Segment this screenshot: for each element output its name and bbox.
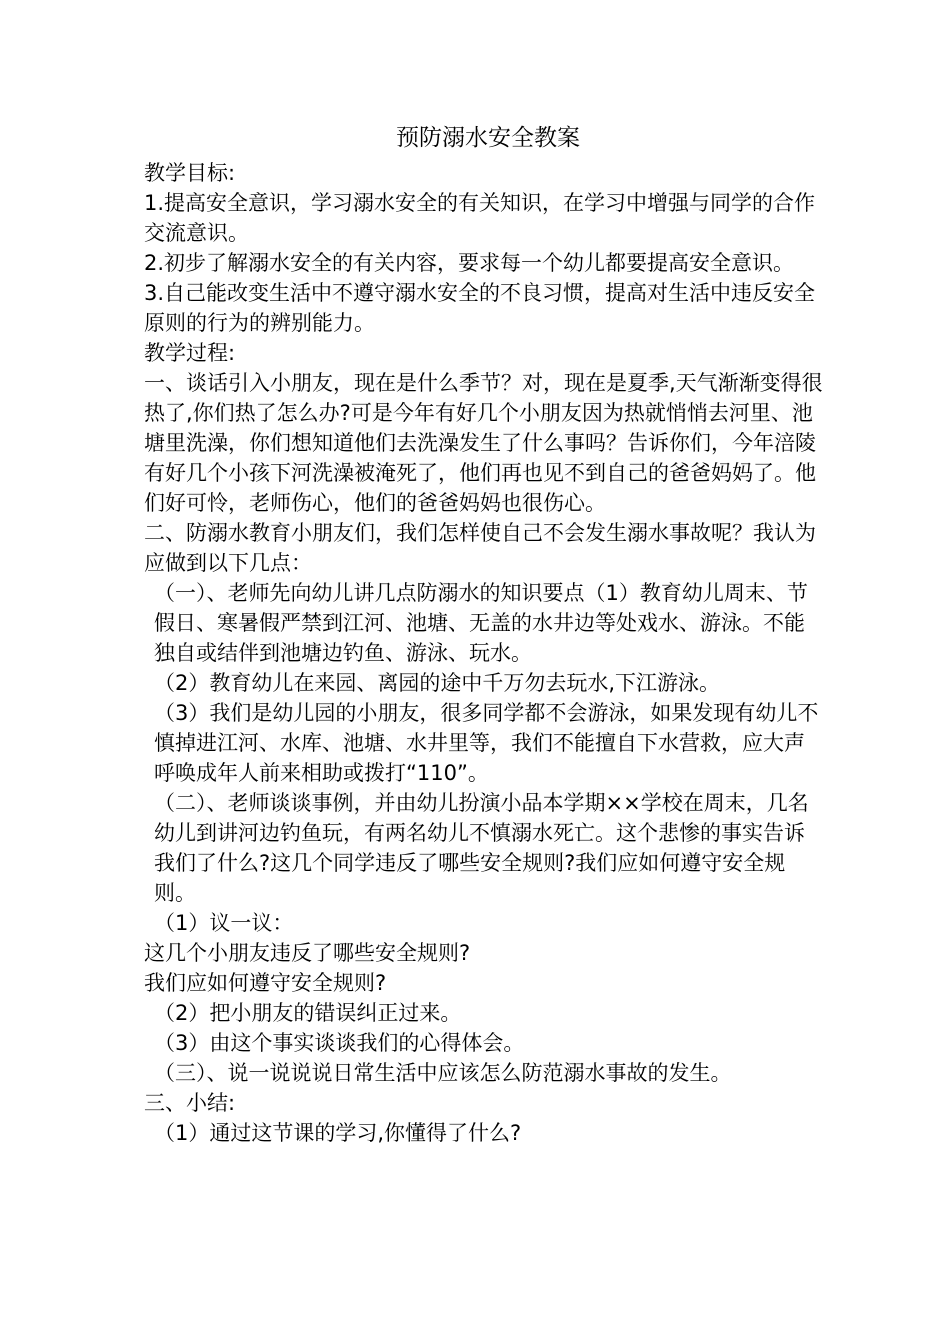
paragraph-objective-1: 1.提高安全意识，学习溺水安全的有关知识，在学习中增强与同学的合作交流意识。: [144, 191, 816, 245]
paragraph-point-3: （3）我们是幼儿园的小朋友，很多同学都不会游泳，如果发现有幼儿不慎掉进江河、水库、池塘、水井里等，我们不能擅自下水营救，应大声呼唤成年人前来相助或拨打“110”。: [154, 701, 819, 785]
paragraph-section-1: 一、谈话引入小朋友，现在是什么季节？对，现在是夏季,天气渐渐变得很热了,你们热了怎么办?可是今年有好几个小朋友因为热就悄悄去河里、池塘里洗澡，你们想知道他们去洗澡发生了什么事吗？告诉你们，今年涪陵有好几个小孩下河洗澡被淹死了，他们再也见不到自己的爸爸妈妈了。他们好可怜，老师伤心，他们的爸爸妈妈也很伤心。: [144, 371, 823, 515]
paragraph-point-2: （2）教育幼儿在来园、离园的途中千万勿去玩水,下江游泳。: [154, 671, 721, 695]
paragraph-subsection-b: （二）、老师谈谈事例，并由幼儿扮演小品本学期××学校在周末，几名幼儿到讲河边钓鱼玩，有两名幼儿不慎溺水死亡。这个悲惨的事实告诉我们了什么?这几个同学违反了哪些安全规则?我们应如何遵守安全规则。: [154, 791, 809, 905]
paragraph-question-2: 我们应如何遵守安全规则?: [144, 971, 387, 995]
paragraph-objectives-heading: 教学目标:: [144, 161, 236, 185]
paragraph-subsection-c: （三）、说一说说说日常生活中应该怎么防范溺水事故的发生。: [154, 1061, 732, 1085]
paragraph-section-2: 二、防溺水教育小朋友们，我们怎样使自己不会发生溺水事故呢？我认为应做到以下几点：: [144, 521, 816, 575]
paragraph-objective-3: 3.自己能改变生活中不遵守溺水安全的不良习惯，提高对生活中违反安全原则的行为的辨别能力。: [144, 281, 816, 335]
paragraph-reflection: （3）由这个事实谈谈我们的心得体会。: [154, 1031, 525, 1055]
paragraph-summary-1: （1）通过这节课的学习,你懂得了什么?: [154, 1121, 522, 1145]
paragraph-correct: （2）把小朋友的错误纠正过来。: [154, 1001, 462, 1025]
document-title: 预防溺水安全教案: [396, 125, 580, 151]
paragraph-process-heading: 教学过程:: [144, 341, 236, 365]
paragraph-summary-heading: 三、小结:: [144, 1091, 236, 1115]
paragraph-subsection-a: （一）、老师先向幼儿讲几点防溺水的知识要点（1）教育幼儿周末、节假日、寒暑假严禁到江河、池塘、无盖的水井边等处戏水、游泳。不能独自或结伴到池塘边钓鱼、游泳、玩水。: [154, 581, 808, 665]
paragraph-discuss: （1）议一议：: [154, 911, 294, 935]
paragraph-objective-2: 2.初步了解溺水安全的有关内容，要求每一个幼儿都要提高安全意识。: [144, 251, 795, 275]
document-page: [144, 118, 824, 1148]
paragraph-question-1: 这几个小朋友违反了哪些安全规则?: [144, 941, 471, 965]
